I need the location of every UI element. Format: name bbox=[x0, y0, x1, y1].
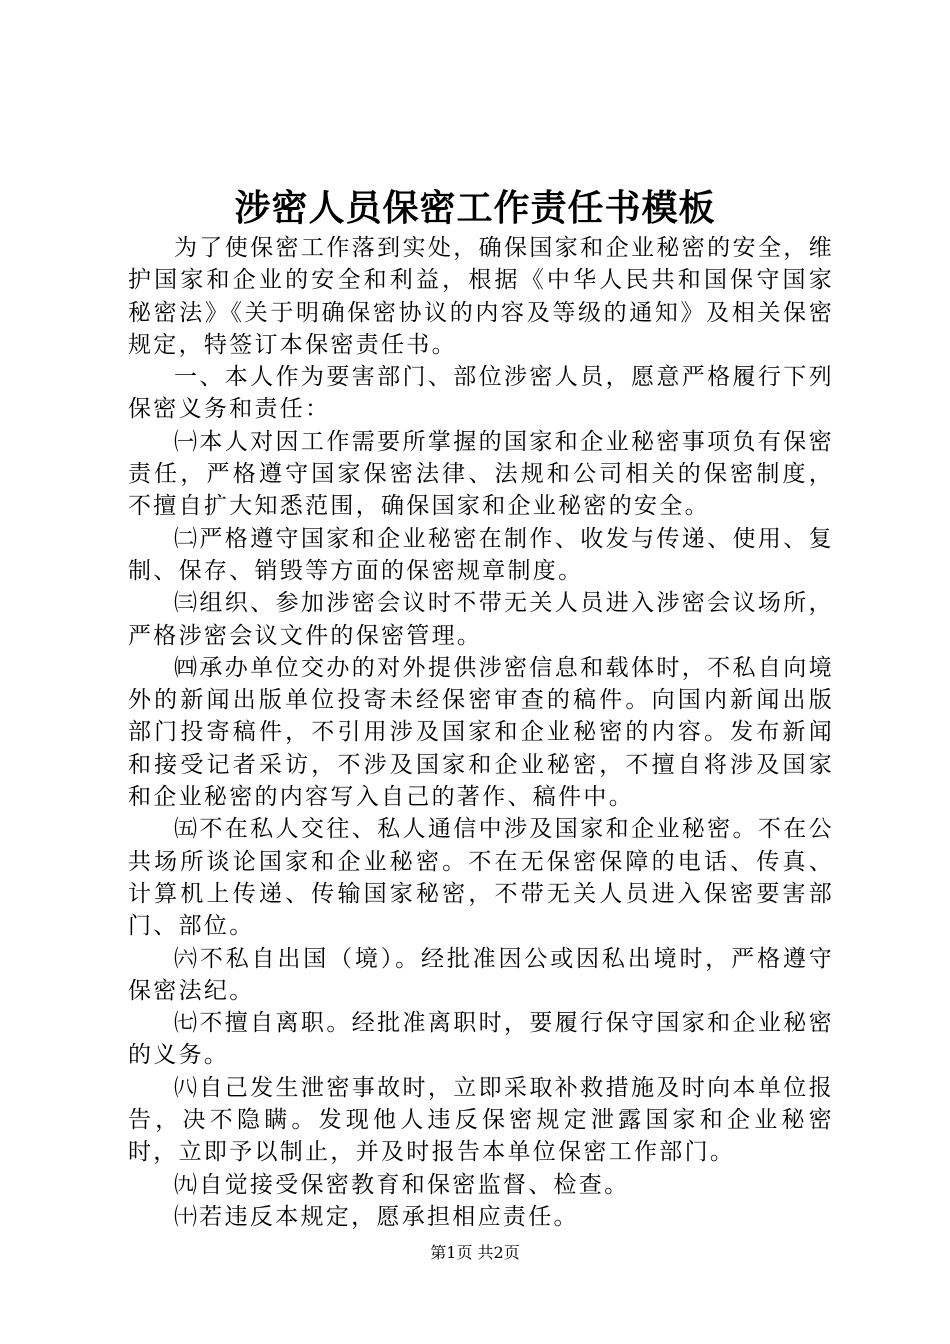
paragraph-item-10: ㈩若违反本规定，愿承担相应责任。 bbox=[174, 1203, 579, 1230]
paragraph-item-6: ㈥不私自出国（境）。经批准因公或因私出境时，严格遵守保密法纪。 bbox=[128, 945, 834, 1004]
paragraph-item-9: ㈨自觉接受保密教育和保密监督、检查。 bbox=[174, 1171, 630, 1198]
paragraph-item-2: ㈡严格遵守国家和企业秘密在制作、收发与传递、使用、复制、保存、销毁等方面的保密规章制度。 bbox=[128, 525, 834, 584]
paragraph-item-4: ㈣承办单位交办的对外提供涉密信息和载体时，不私自向境外的新闻出版单位投寄未经保密审查的稿件。向国内新闻出版部门投寄稿件，不引用涉及国家和企业秘密的内容。发布新闻和接受记者采访，不涉及国家和企业秘密，不擅自将涉及国家和企业秘密的内容写入自己的著作、稿件中。 bbox=[128, 654, 834, 811]
paragraph-item-3: ㈢组织、参加涉密会议时不带无关人员进入涉密会议场所，严格涉密会议文件的保密管理。 bbox=[128, 590, 834, 649]
paragraph-intro: 为了使保密工作落到实处，确保国家和企业秘密的安全，维护国家和企业的安全和利益，根据《中华人民共和国保守国家秘密法》《关于明确保密协议的内容及等级的通知》及相关保密规定，特签订本保密责任书。 bbox=[128, 235, 834, 358]
page-footer: 第1页 共2页 bbox=[430, 1243, 520, 1262]
paragraph-item-7: ㈦不擅自离职。经批准离职时，要履行保守国家和企业秘密的义务。 bbox=[128, 1010, 834, 1069]
document-body bbox=[128, 232, 834, 1233]
paragraph-item-5: ㈤不在私人交往、私人通信中涉及国家和企业秘密。不在公共场所谈论国家和企业秘密。不在无保密保障的电话、传真、计算机上传递、传输国家秘密，不带无关人员进入保密要害部门、部位。 bbox=[128, 816, 834, 940]
paragraph-section-one: 一、本人作为要害部门、部位涉密人员，愿意严格履行下列保密义务和责任： bbox=[128, 364, 834, 423]
document-title: 涉密人员保密工作责任书模板 bbox=[234, 187, 716, 229]
paragraph-item-1: ㈠本人对因工作需要所掌握的国家和企业秘密事项负有保密责任，严格遵守国家保密法律、法规和公司相关的保密制度，不擅自扩大知悉范围，确保国家和企业秘密的安全。 bbox=[128, 428, 834, 520]
paragraph-item-8: ㈧自己发生泄密事故时，立即采取补救措施及时向本单位报告，决不隐瞒。发现他人违反保密规定泄露国家和企业秘密时，立即予以制止，并及时报告本单位保密工作部门。 bbox=[128, 1074, 834, 1166]
